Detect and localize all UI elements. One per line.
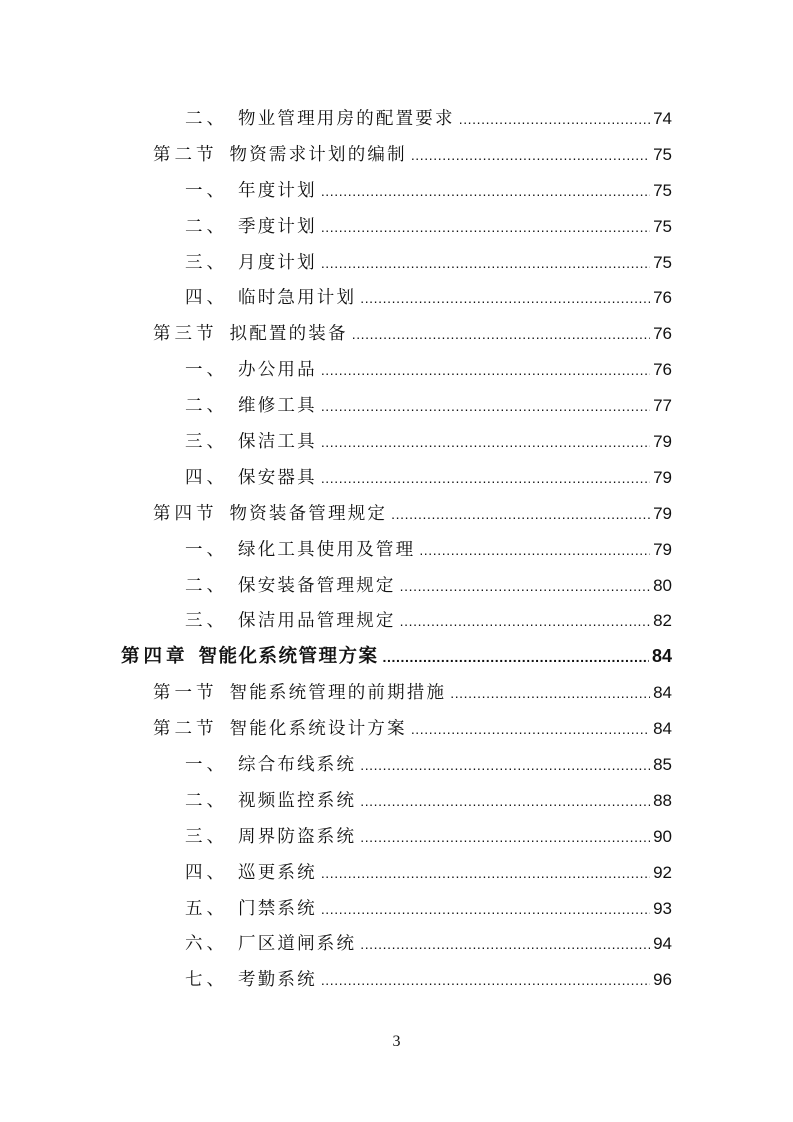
toc-entry-page: 93 — [653, 898, 672, 918]
dot-leader — [321, 963, 650, 999]
toc-entry-page: 75 — [653, 180, 672, 200]
toc-entry-page: 84 — [653, 719, 672, 739]
toc-entry-title: 季度计划 — [238, 216, 317, 237]
dot-leader — [352, 317, 650, 353]
toc-entry-section[interactable] — [153, 316, 672, 352]
dot-leader — [360, 784, 650, 820]
toc-entry-title: 月度计划 — [238, 252, 317, 273]
toc-entry-number: 第二节 — [153, 144, 218, 165]
toc-entry-number: 第三节 — [153, 324, 218, 345]
toc-entry-number: 四、 — [185, 288, 228, 309]
toc-entry-title: 考勤系统 — [238, 970, 317, 991]
toc-entry-item[interactable] — [185, 568, 672, 604]
dot-leader — [321, 353, 650, 389]
toc-entry-page: 76 — [653, 288, 672, 308]
dot-leader — [321, 389, 650, 425]
toc-entry-page: 79 — [653, 539, 672, 559]
toc-entry-title: 办公用品 — [238, 360, 317, 381]
toc-entry-number: 第二节 — [153, 719, 218, 740]
toc-entry-title: 厂区道闸系统 — [238, 934, 357, 955]
toc-entry-number: 一、 — [185, 539, 228, 560]
table-of-contents — [0, 101, 793, 998]
dot-leader — [411, 712, 650, 748]
toc-entry-title: 绿化工具使用及管理 — [238, 539, 416, 560]
toc-entry-page: 76 — [653, 360, 672, 380]
dot-leader — [321, 856, 650, 892]
toc-entry-title: 巡更系统 — [238, 862, 317, 883]
toc-entry-item[interactable] — [185, 245, 672, 281]
toc-entry-item[interactable] — [185, 891, 672, 927]
dot-leader — [360, 748, 650, 784]
dot-leader — [321, 246, 650, 282]
toc-entry-item[interactable] — [185, 173, 672, 209]
toc-entry-page: 88 — [653, 790, 672, 810]
toc-entry-item[interactable] — [185, 747, 672, 783]
toc-entry-number: 六、 — [185, 934, 228, 955]
toc-entry-item[interactable] — [185, 603, 672, 639]
toc-entry-title: 临时急用计划 — [238, 288, 357, 309]
toc-entry-number: 一、 — [185, 755, 228, 776]
toc-entry-page: 94 — [653, 934, 672, 954]
dot-leader — [383, 640, 649, 676]
toc-entry-number: 五、 — [185, 898, 228, 919]
toc-entry-item[interactable] — [185, 388, 672, 424]
toc-entry-title: 视频监控系统 — [238, 790, 357, 811]
dot-leader — [459, 102, 650, 138]
toc-entry-page: 84 — [651, 646, 672, 667]
toc-entry-item[interactable] — [185, 101, 672, 137]
toc-entry-title: 综合布线系统 — [238, 755, 357, 776]
toc-entry-number: 第四节 — [153, 503, 218, 524]
toc-entry-section[interactable] — [153, 496, 672, 532]
toc-entry-item[interactable] — [185, 424, 672, 460]
toc-entry-page: 77 — [653, 396, 672, 416]
dot-leader — [360, 927, 650, 963]
toc-entry-section[interactable] — [153, 675, 672, 711]
toc-entry-title: 物资装备管理规定 — [229, 503, 388, 524]
toc-entry-item[interactable] — [185, 819, 672, 855]
toc-entry-title: 门禁系统 — [238, 898, 317, 919]
toc-entry-item[interactable] — [185, 783, 672, 819]
toc-entry-number: 三、 — [185, 611, 228, 632]
toc-entry-title: 拟配置的装备 — [229, 324, 348, 345]
toc-entry-page: 76 — [653, 324, 672, 344]
toc-entry-number: 二、 — [185, 575, 228, 596]
toc-entry-title: 周界防盗系统 — [238, 826, 357, 847]
toc-entry-number: 三、 — [185, 826, 228, 847]
dot-leader — [360, 281, 650, 317]
toc-entry-item[interactable] — [185, 460, 672, 496]
toc-entry-page: 75 — [653, 252, 672, 272]
toc-entry-page: 80 — [653, 575, 672, 595]
toc-entry-title: 智能化系统管理方案 — [198, 646, 379, 668]
dot-leader — [321, 210, 650, 246]
toc-entry-item[interactable] — [185, 926, 672, 962]
toc-entry-title: 保安器具 — [238, 467, 317, 488]
toc-entry-page: 79 — [653, 467, 672, 487]
toc-entry-number: 一、 — [185, 360, 228, 381]
dot-leader — [419, 533, 650, 569]
toc-entry-title: 保洁用品管理规定 — [238, 611, 396, 632]
toc-entry-item[interactable] — [185, 962, 672, 998]
toc-entry-title: 维修工具 — [238, 396, 317, 417]
dot-leader — [321, 461, 650, 497]
dot-leader — [450, 676, 650, 712]
toc-entry-item[interactable] — [185, 280, 672, 316]
toc-entry-section[interactable] — [153, 137, 672, 173]
toc-entry-item[interactable] — [185, 855, 672, 891]
toc-entry-page: 75 — [653, 144, 672, 164]
toc-entry-number: 二、 — [185, 396, 228, 417]
toc-entry-page: 90 — [653, 826, 672, 846]
toc-entry-number: 四、 — [185, 862, 228, 883]
dot-leader — [391, 497, 650, 533]
toc-entry-page: 92 — [653, 862, 672, 882]
dot-leader — [360, 820, 650, 856]
toc-entry-page: 74 — [653, 109, 672, 128]
toc-entry-number: 第一节 — [153, 683, 218, 704]
toc-entry-chapter[interactable] — [121, 639, 672, 675]
toc-entry-page: 96 — [653, 970, 672, 990]
toc-entry-page: 79 — [653, 503, 672, 523]
toc-entry-section[interactable] — [153, 711, 672, 747]
toc-entry-number: 二、 — [185, 790, 228, 811]
toc-entry-page: 79 — [653, 432, 672, 452]
toc-entry-page: 75 — [653, 216, 672, 236]
toc-entry-title: 智能系统管理的前期措施 — [229, 683, 447, 704]
toc-entry-number: 第四章 — [121, 646, 189, 668]
dot-leader — [321, 425, 650, 461]
toc-entry-page: 84 — [653, 683, 672, 703]
dot-leader — [411, 138, 650, 174]
toc-entry-title: 物业管理用房的配置要求 — [238, 109, 455, 129]
toc-entry-title: 物资需求计划的编制 — [229, 144, 407, 165]
toc-entry-number: 三、 — [185, 432, 228, 453]
toc-entry-item[interactable] — [185, 352, 672, 388]
toc-entry-number: 三、 — [185, 252, 228, 273]
toc-entry-title: 保洁工具 — [238, 432, 317, 453]
toc-entry-title: 保安装备管理规定 — [238, 575, 396, 596]
toc-entry-page: 85 — [653, 755, 672, 775]
toc-entry-title: 年度计划 — [238, 180, 317, 201]
toc-entry-number: 二、 — [185, 216, 228, 237]
dot-leader — [321, 892, 650, 928]
toc-entry-number: 一、 — [185, 180, 228, 201]
toc-entry-page: 82 — [653, 611, 672, 631]
dot-leader — [400, 569, 650, 605]
toc-entry-title: 智能化系统设计方案 — [229, 719, 407, 740]
toc-entry-number: 四、 — [185, 467, 228, 488]
toc-entry-item[interactable] — [185, 209, 672, 245]
toc-entry-item[interactable] — [185, 532, 672, 568]
toc-entry-number: 七、 — [185, 970, 228, 991]
dot-leader — [321, 174, 650, 210]
toc-entry-number: 二、 — [185, 109, 228, 129]
page-number: 3 — [392, 1033, 401, 1050]
dot-leader — [400, 604, 650, 640]
